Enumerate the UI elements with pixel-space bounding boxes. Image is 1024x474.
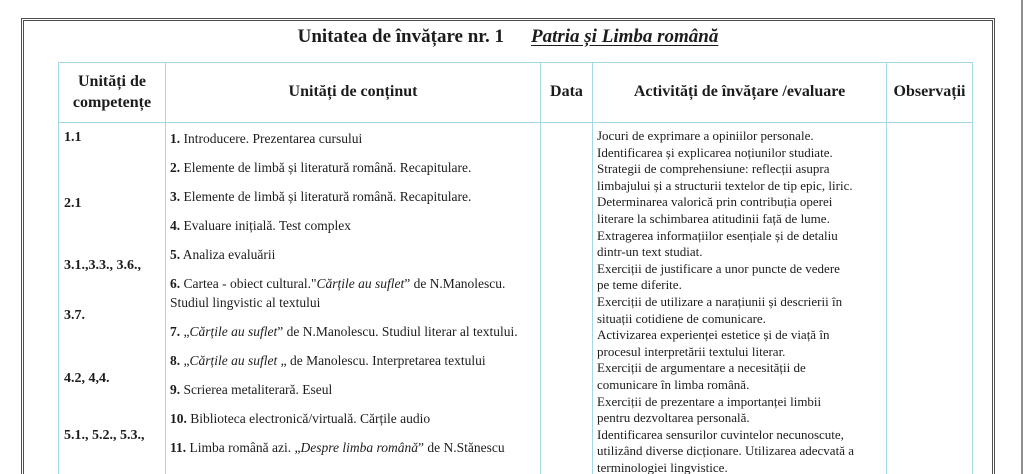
content-item: 4. Evaluare inițială. Test complex — [170, 218, 351, 233]
content-item: 2. Elemente de limbă și literatură română. Recapitulare. — [170, 160, 472, 175]
activity-line: procesul interpretării textului literar. — [597, 343, 786, 359]
competence-item: 3.1.,3.3., 3.6., — [64, 258, 141, 273]
activity-line: Extragerea informațiilor esențiale și de detaliu — [597, 227, 838, 243]
activity-line: Exerciții de prezentare a importanței limbii — [597, 393, 822, 409]
activities-cell — [593, 123, 887, 474]
activity-line: Exerciții de justificare a unor puncte de vedere — [597, 260, 840, 276]
activity-line: Identificarea sensurilor cuvintelor necunoscute, — [597, 426, 844, 442]
competence-item: 5.1., 5.2., 5.3., — [64, 428, 145, 443]
activity-line: Jocuri de exprimare a opiniilor personale. — [597, 128, 814, 143]
activity-line: Exerciții de argumentare a necesității de — [597, 360, 806, 376]
activity-line: comunicare în limba română. — [597, 376, 750, 392]
lesson-plan-table — [58, 62, 973, 474]
header-activitati: Activități de învățare /evaluare — [593, 63, 887, 123]
activity-line: pentru dezvoltarea personală. — [597, 410, 750, 426]
competence-item: 1.1 — [64, 130, 82, 145]
observations-cell — [887, 123, 973, 474]
header-unitati-competente: Unități de competențe — [59, 63, 166, 123]
activity-line: limbajului și a structurii textelor de tip epic, liric. — [597, 177, 853, 193]
content-cell — [166, 123, 541, 474]
activity-line: Determinarea valorică prin contribuția operei — [597, 194, 833, 210]
header-unitati-continut: Unități de conținut — [166, 63, 541, 123]
activity-line: literare la schimbarea atitudinii față de lume. — [597, 210, 830, 226]
title-unit-theme: Patria și Limba română — [530, 26, 719, 47]
competences-cell — [59, 123, 166, 474]
activity-line: Exerciții de utilizare a narațiunii și descrierii în — [597, 293, 843, 309]
window-edge-line — [1021, 0, 1023, 474]
content-item: 10. Biblioteca electronică/virtuală. Cărțile audio — [170, 411, 431, 426]
activity-line: utilizând diverse dicționare. Utilizarea adecvată a — [597, 443, 854, 459]
activity-line: pe teme diferite. — [597, 277, 682, 293]
document-title — [21, 26, 995, 48]
content-item: 5. Analiza evaluării — [170, 247, 276, 262]
activity-line: Strategii de comprehensiune: reflecții asupra — [597, 161, 830, 177]
title-unit-number: Unitatea de învățare nr. 1 — [297, 26, 504, 47]
content-item: 7. „Cărțile au suflet” de N.Manolescu. Studiul literar al textului. — [170, 324, 518, 339]
activity-line: Identificarea și explicarea noțiunilor studiate. — [597, 144, 833, 160]
activity-line: dintr-un text studiat. — [597, 244, 703, 260]
content-item: 3. Elemente de limbă și literatură română. Recapitulare. — [170, 189, 472, 204]
content-item: 6. Cartea - obiect cultural."Cărțile au suflet” de N.Manolescu. Studiul lingvistic al textului — [170, 276, 506, 310]
competence-item: 4.2, 4,4. — [64, 371, 110, 386]
content-item: 9. Scrierea metaliterară. Eseul — [170, 382, 333, 397]
competence-item: 3.7. — [64, 308, 85, 323]
data-cell — [541, 123, 593, 474]
header-observatii: Observații — [887, 63, 973, 123]
header-data: Data — [541, 63, 593, 123]
activity-line: situații cotidiene de comunicare. — [597, 310, 766, 326]
competence-item: 2.1 — [64, 196, 82, 211]
content-item: 11. Limba română azi. „Despre limba română” de N.Stănescu — [170, 440, 505, 455]
activity-line: terminologiei lingvistice. — [597, 459, 728, 474]
content-item: 1. Introducere. Prezentarea cursului — [170, 131, 363, 146]
content-item: 8. „Cărțile au suflet „ de Manolescu. Interpretarea textului — [170, 353, 486, 368]
activity-line: Activizarea experienței estetice și de viață în — [597, 327, 830, 343]
